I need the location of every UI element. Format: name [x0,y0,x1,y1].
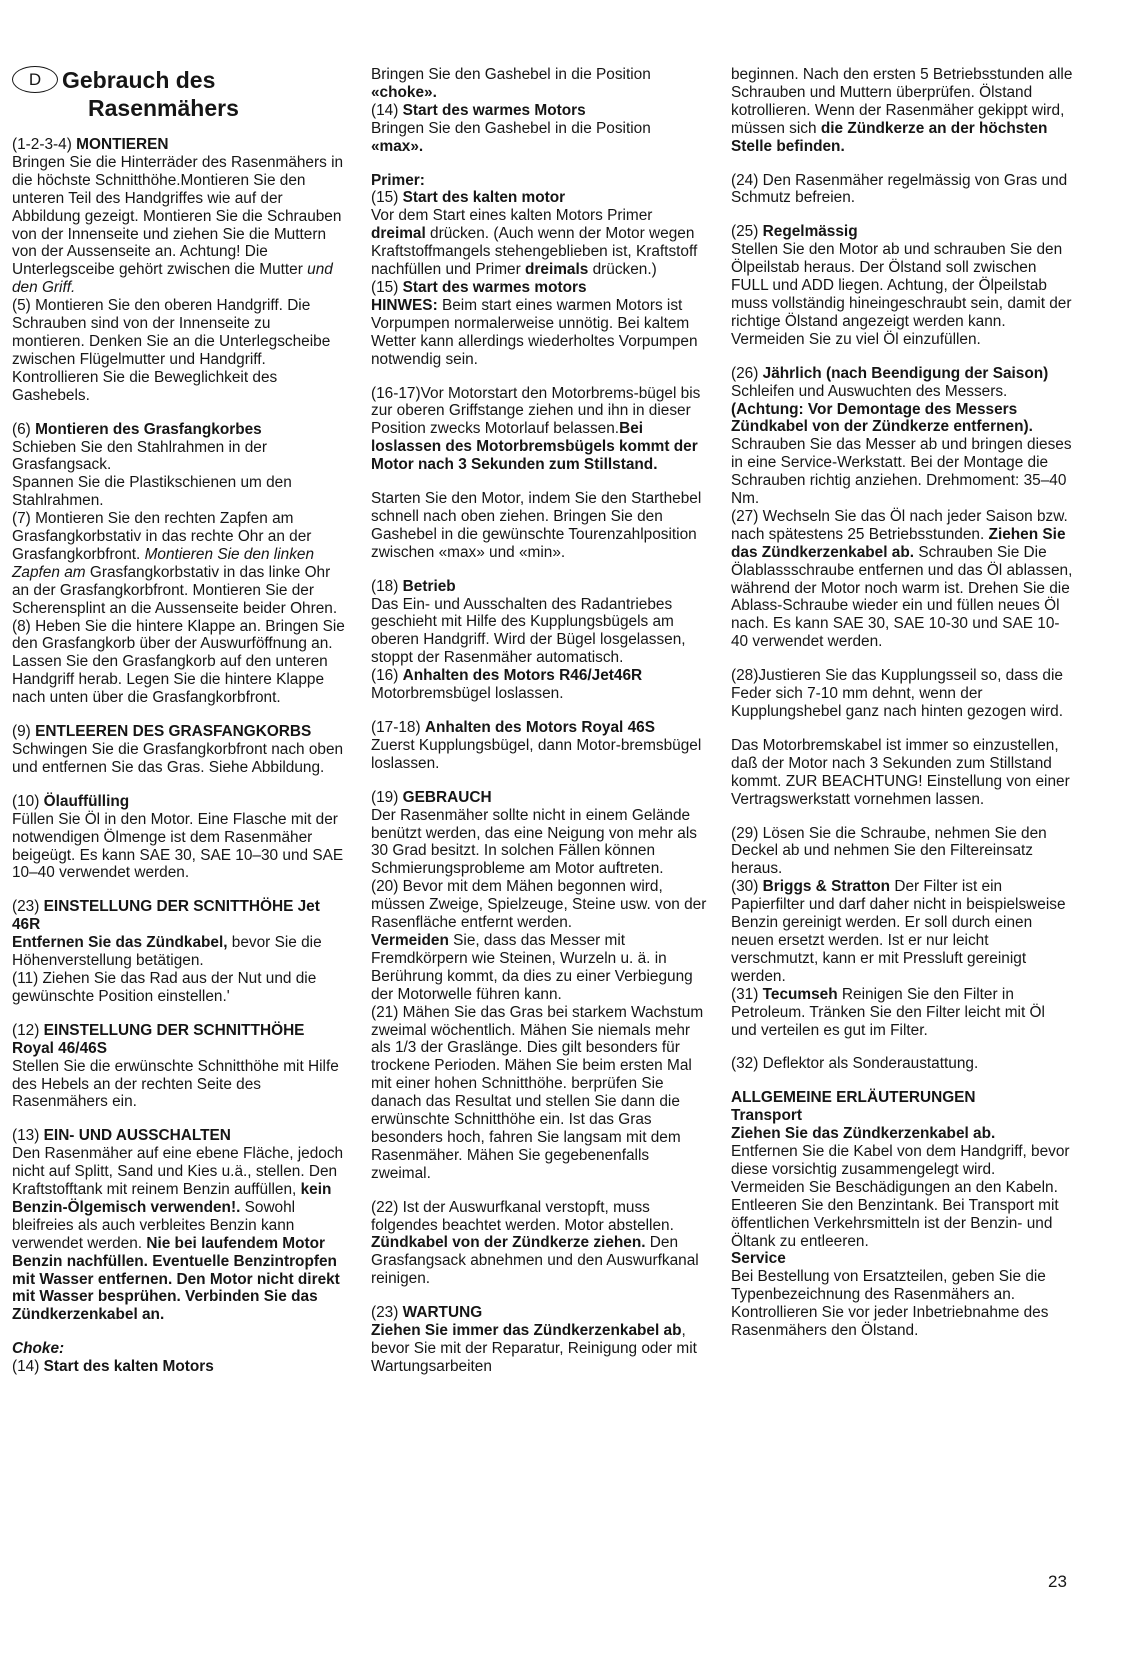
section-31: (31) Tecumseh Reinigen Sie den Filter in Petroleum. Tränken Sie den Filter leicht mit Öl und verteilen es gut im Filter. [731,985,1045,1039]
section-12: (12) EINSTELLUNG DER SCHNITTHÖHE Royal 46/46S Stellen Sie die erwünschte Schnitthöhe mit Hilfe des Hebels an der rechten Seite des Rasenmähers ein. [12,1021,339,1111]
paragraph-motorbremskabel: Das Motorbremskabel ist immer so einzustellen, daß der Motor nach 3 Sekunden zum Stillstand kommt. ZUR BEACHTUNG! Einstellung von einer Vertragswerkstatt vornehmen lassen. [731,736,1070,808]
paragraph-29: (29) Lösen Sie die Schraube, nehmen Sie den Deckel ab und nehmen Sie den Filtereinsatz heraus. [731,824,1047,878]
page-number: 23 [1048,1572,1067,1591]
paragraph-27: (27) Wechseln Sie das Öl nach jeder Saison bzw. nach spätestens 25 Betriebsstunden. Ziehen Sie das Zündkerzenkabel ab. Schrauben Sie Die Ölablassschraube entfernen und das Öl ablassen, während der Motor noch warm ist. Drehen Sie die Ablass-Schraube wieder ein und füllen neues Öl nach. Es kann SAE 30, SAE 10-30 und SAE 10-40 verwendet werden. [731,507,1073,651]
paragraph-11: (11) Ziehen Sie das Rad aus der Nut und die gewünschte Position einstellen.' [12,969,317,1005]
section-25: (25) Regelmässig Stellen Sie den Motor ab und schrauben Sie den Ölpeilstab heraus. Der Ölstand soll zwischen FULL und ADD liegen. Achtung, der Ölpeilstab muss vollständig hineingeschraubt sein, damit der richtige Ölstand angezeigt werden kann. Vermeiden Sie zu viel Öl einzufüllen. [731,223,1072,348]
paragraph-5: (5) Montieren Sie den oberen Handgriff. Die Schrauben sind von der Innenseite zu montieren. Denken Sie an die Unterlegscheibe zwischen Flügelmutter und Handgriff. [12,297,331,368]
paragraph-8: (8) Heben Sie die hintere Klappe an. Bringen Sie den Grasfangkorb über der Auswurföffnung an. Lassen Sie den Grasfangkorb auf den unteren Handgriff herab. Legen Sie die hintere Klappe nach unten über die Grasfangkorbfront. [12,617,345,707]
section-16: (16) Anhalten des Motors R46/Jet46R Motorbremsbügel loslassen. [371,667,643,703]
paragraph-start: Starten Sie den Motor, indem Sie den Starthebel schnell nach oben ziehen. Bringen Sie den Gashebel in die gewünschte Tourenzahlposition zwischen «max» und «min». [371,490,702,561]
section-13: (13) EIN- UND AUSSCHALTEN Den Rasenmäher auf eine ebene Fläche, jedoch nicht auf Splitt, Sand und Kies u.ä., stellen. Den Kraftstofftank mit reinem Benzin auffüllen, kein Benzin-Ölgemisch verwenden!. Sowohl bleifreies als auch verbleites Benzin kann verwendet werden. Nie bei laufendem Motor Benzin nachfüllen. Eventuelle Benzintropfen mit Wasser entfernen. Den Motor nicht direkt mit Wasser besprühen. Verbinden Sie das Zündkerzenkabel an. [12,1127,344,1324]
section-17-18: (17-18) Anhalten des Motors Royal 46S Zuerst Kupplungsbügel, dann Motor-bremsbügel loslassen. [371,719,702,772]
paragraph-7: (7) Montieren Sie den rechten Zapfen am Grasfangkorbstativ in das rechte Ohr an der Grasfangkorbfront. Montieren Sie den linken Zapfen am Grasfangkorbstativ in das linke Ohr an der Grasfangkorbfront. Montieren Sie der Scherensplint an die Aussenseite beider Ohren. [12,510,338,617]
column-1 [12,66,347,1376]
paragraph-24: (24) Den Rasenmäher regelmässig von Gras und Schmutz befreien. [731,171,1068,207]
paragraph-28: (28)Justieren Sie das Kupplungsseil so, dass die Feder sich 7-10 mm dehnt, wenn der Kupplungshebel ganz nach hinten gezogen wird. [731,667,1064,720]
section-15-warm: (15) Start des warmes motors HINWES: Beim start eines warmen Motors ist Vorpumpen normalerweise unnötig. Bei kaltem Wetter kann allerdings wiederholtes Vorpumpen notwendig sein. [371,278,698,368]
section-23-wartung: (23) WARTUNG Ziehen Sie immer das Zündkerzenkabel ab, bevor Sie mit der Reparatur, Reinigung oder mit Wartungsarbeiten [371,1304,697,1375]
section-23: (23) EINSTELLUNG DER SCNITTHÖHE Jet 46R Entfernen Sie das Zündkabel, bevor Sie die Höhenverstellung betätigen. [12,898,322,970]
title-line-2: Rasenmähers [88,95,239,121]
paragraph-beginnen: beginnen. Nach den ersten 5 Betriebsstunden alle Schrauben und Muttern überprüfen. Ölstand kotrollieren. Wenn der Rasenmäher gekippt wird, müssen sich die Zündkerze an der höchsten Stelle befinden. [731,66,1073,155]
section-9: (9) ENTLEEREN DES GRASFANGKORBS Schwingen Sie die Grasfangkorbfront nach oben und entfernen Sie das Gras. Siehe Abbildung. [12,723,344,776]
paragraph-5b: Kontrollieren Sie die Beweglichkeit des Gashebels. [12,368,278,404]
paragraph-21: (21) Mähen Sie das Gras bei starkem Wachstum zweimal wöchentlich. Mähen Sie niemals mehr als 1/3 der Graslänge. Dies gilt besonders für trockene Perioden. Mähen Sie beim ersten Mal mit einer hohen Schnitthöhe. berprüfen Sie danach das Resultat und stellen Sie dann die erwünschte Schnitthöhe ein. Ist das Gras besonders hoch, fahren Sie langsam mit dem Rasenmäher. Mähen Sie gegebenenfalls zweimal. [371,1003,704,1182]
section-14-warm: (14) Start des warmes Motors Bringen Sie den Gashebel in die Position «max». [371,101,651,155]
paragraph-20: (20) Bevor mit dem Mähen begonnen wird, müssen Zweige, Spielzeuge, Steine usw. von der Rasenfläche entfernt werden. [371,878,707,932]
paragraph-32: (32) Deflektor als Sonderaustattung. [731,1055,979,1073]
paragraph-16-17: (16-17)Vor Motorstart den Motorbrems-bügel bis zur oberen Griffstange ziehen und ihn in dieser Position zwecks Motorlauf belassen.Bei loslassen des Motorbremsbügels kommt der Motor nach 3 Sekunden zum Stillstand. [371,384,701,474]
section-montieren: (1-2-3-4) MONTIEREN Bringen Sie die Hinterräder des Rasenmähers in die höchste Schnitthöhe.Montieren Sie den unteren Teil des Handgriffes wie auf der Abbildung gezeigt. Montieren Sie die Schrauben von der Innenseite und ziehen Sie die Muttern von der Aussenseite an. Achtung! Die Unterlegsceibe gehört zwischen die Mutter und den Griff. [12,136,344,297]
section-19: (19) GEBRAUCH Der Rasenmäher sollte nicht in einem Gelände benützt werden, das eine Neigung von mehr als 30 Grad besitzt. In solchen Fällen können Schmierungsprobleme am Motor auftreten. [371,788,697,878]
paragraph-vermeiden: Vermeiden Sie, dass das Messer mit Fremdkörpern wie Steinen, Wurzeln u. ä. in Berührung kommt, da dies zu einer Verbiegung der Motorwelle führen kann. [371,931,693,1003]
paragraph-22: (22) Ist der Auswurfkanal verstopft, muss folgendes beachtet werden. Motor abstellen. Zündkabel von der Zündkerze ziehen. Den Grasfangsack abnehmen und den Auswurfkanal reinigen. [371,1198,699,1288]
section-service: Service Bei Bestellung von Ersatzteilen, geben Sie die Typenbezeichnung des Rasenmähers an. Kontrollieren Sie vor jeder Inbetriebnahme des Rasenmähers den Ölstand. [731,1250,1049,1340]
section-allgemeine: ALLGEMEINE ERLÄUTERUNGEN Transport Ziehen Sie das Zündkerzenkabel ab. Entfernen Sie die Kabel von dem Handgriff, bevor diese vorsichtig zusammengelegt wird. Vermeiden Sie Beschädigungen an den Kabeln. Entleeren Sie den Benzintank. Bei Transport mit öffentlichen Verkehrsmitteln ist der Benzin- und Öltank zu entleeren. [731,1089,1070,1250]
section-primer: Primer: (15) Start des kalten motor Vor dem Start eines kalten Motors Primer dreimal drücken. (Auch wenn der Motor wegen Kraftstoffmangels stehengeblieben ist, Kraftstoff nachfüllen und Primer dreimals drücken.) [371,171,698,279]
section-18: (18) Betrieb Das Ein- und Ausschalten des Radantriebes geschieht mit Hilfe des Kupplungsbügels am oberen Handgriff. Wird der Bügel losgelassen, stoppt der Rasenmäher automatisch. [371,577,686,667]
paragraph-choke-position: Bringen Sie den Gashebel in die Position «choke». [371,66,651,101]
section-30: (30) Briggs & Stratton Der Filter ist ein Papierfilter und darf daher nicht in beispielsweise Benzin gereinigt werden. Er soll durch einen neuen ersetzt werden. Ist er nur leicht verschmutzt, kann er mit Pressluft gereinigt werden. [731,878,1066,985]
column-3 [731,66,1073,1340]
section-choke: Choke: (14) Start des kalten Motors [12,1340,214,1376]
column-2 [371,66,707,1376]
page-title [12,66,347,122]
language-badge: D [12,66,58,93]
section-26: (26) Jährlich (nach Beendigung der Saison) Schleifen und Auswuchten des Messers. (Achtung: Vor Demontage des Messers Zündkabel von der Zündkerze entfernen). Schrauben Sie das Messer ab und bringen dieses in eine Service-Werkstatt. Bei der Montage die Schrauben richtig anziehen. Drehmoment: 35–40 Nm. [731,364,1072,508]
section-10: (10) Ölauffülling Füllen Sie Öl in den Motor. Eine Flasche mit der notwendigen Ölmenge ist dem Rasenmäher beigeügt. Es kann SAE 30, SAE 10–30 und SAE 10–40 verwendet werden. [12,792,344,882]
section-6: (6) Montieren des Grasfangkorbes Schieben Sie den Stahlrahmen in der Grasfangsack. Spannen Sie die Plastikschienen um den Stahlrahmen. [12,420,292,510]
title-line-1: Gebrauch des [62,67,216,93]
